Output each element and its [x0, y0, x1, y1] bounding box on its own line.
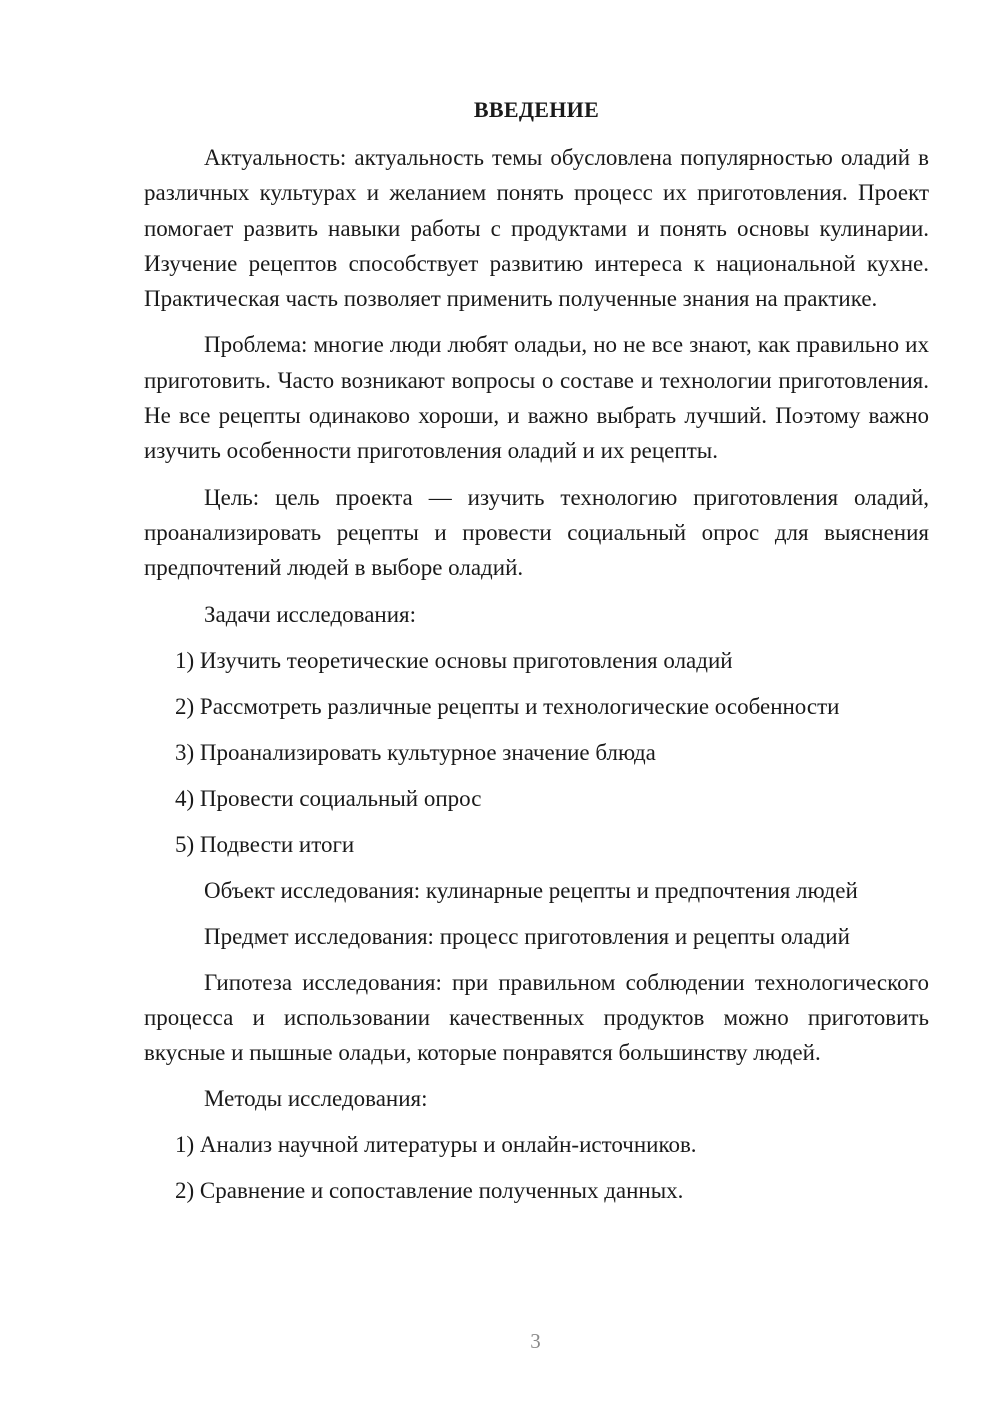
hypothesis-paragraph: Гипотеза исследования: при правильном соблюдении технологического процесса и использовании качественных продуктов можно приготовить вкусные и пышные оладьи, которые понравятся большинству людей. [144, 969, 929, 1066]
tasks-heading: Задачи исследования: [204, 601, 417, 627]
methods-heading: Методы исследования: [204, 1086, 428, 1112]
task-item-5: 5) Подвести итоги [175, 831, 355, 857]
relevance-paragraph: Актуальность: актуальность темы обусловлена популярностью оладий в различных культурах и желанием понять процесс их приготовления. Проект помогает развить навыки работы с продуктами и понять основы кулинарии. Изучение рецептов способствует развитию интереса к национальной кухне. Практическая часть позволяет применить полученные знания на практике. [144, 145, 929, 312]
page-number: 3 [530, 1329, 541, 1353]
problem-paragraph: Проблема: многие люди любят оладьи, но не все знают, как правильно их приготовить. Часто возникают вопросы о составе и технологии приготовления. Не все рецепты одинаково хороши, и важно выбрать лучший. Поэтому важно изучить особенности приготовления оладий и их рецепты. [144, 332, 929, 464]
task-item-3: 3) Проанализировать культурное значение блюда [175, 739, 656, 765]
task-item-1: 1) Изучить теоретические основы приготовления оладий [175, 647, 733, 673]
research-object: Объект исследования: кулинарные рецепты и предпочтения людей [204, 877, 858, 903]
method-item-1: 1) Анализ научной литературы и онлайн-источников. [175, 1132, 697, 1158]
page-content [144, 93, 929, 1219]
research-subject: Предмет исследования: процесс приготовления и рецепты оладий [204, 923, 850, 949]
task-item-4: 4) Провести социальный опрос [175, 785, 482, 811]
task-item-2: 2) Рассмотреть различные рецепты и технологические особенности [175, 693, 840, 719]
section-title: ВВЕДЕНИЕ [473, 97, 600, 122]
goal-paragraph: Цель: цель проекта — изучить технологию приготовления оладий, проанализировать рецепты и провести социальный опрос для выяснения предпочтений людей в выборе оладий. [144, 484, 929, 581]
method-item-2: 2) Сравнение и сопоставление полученных данных. [175, 1178, 684, 1204]
